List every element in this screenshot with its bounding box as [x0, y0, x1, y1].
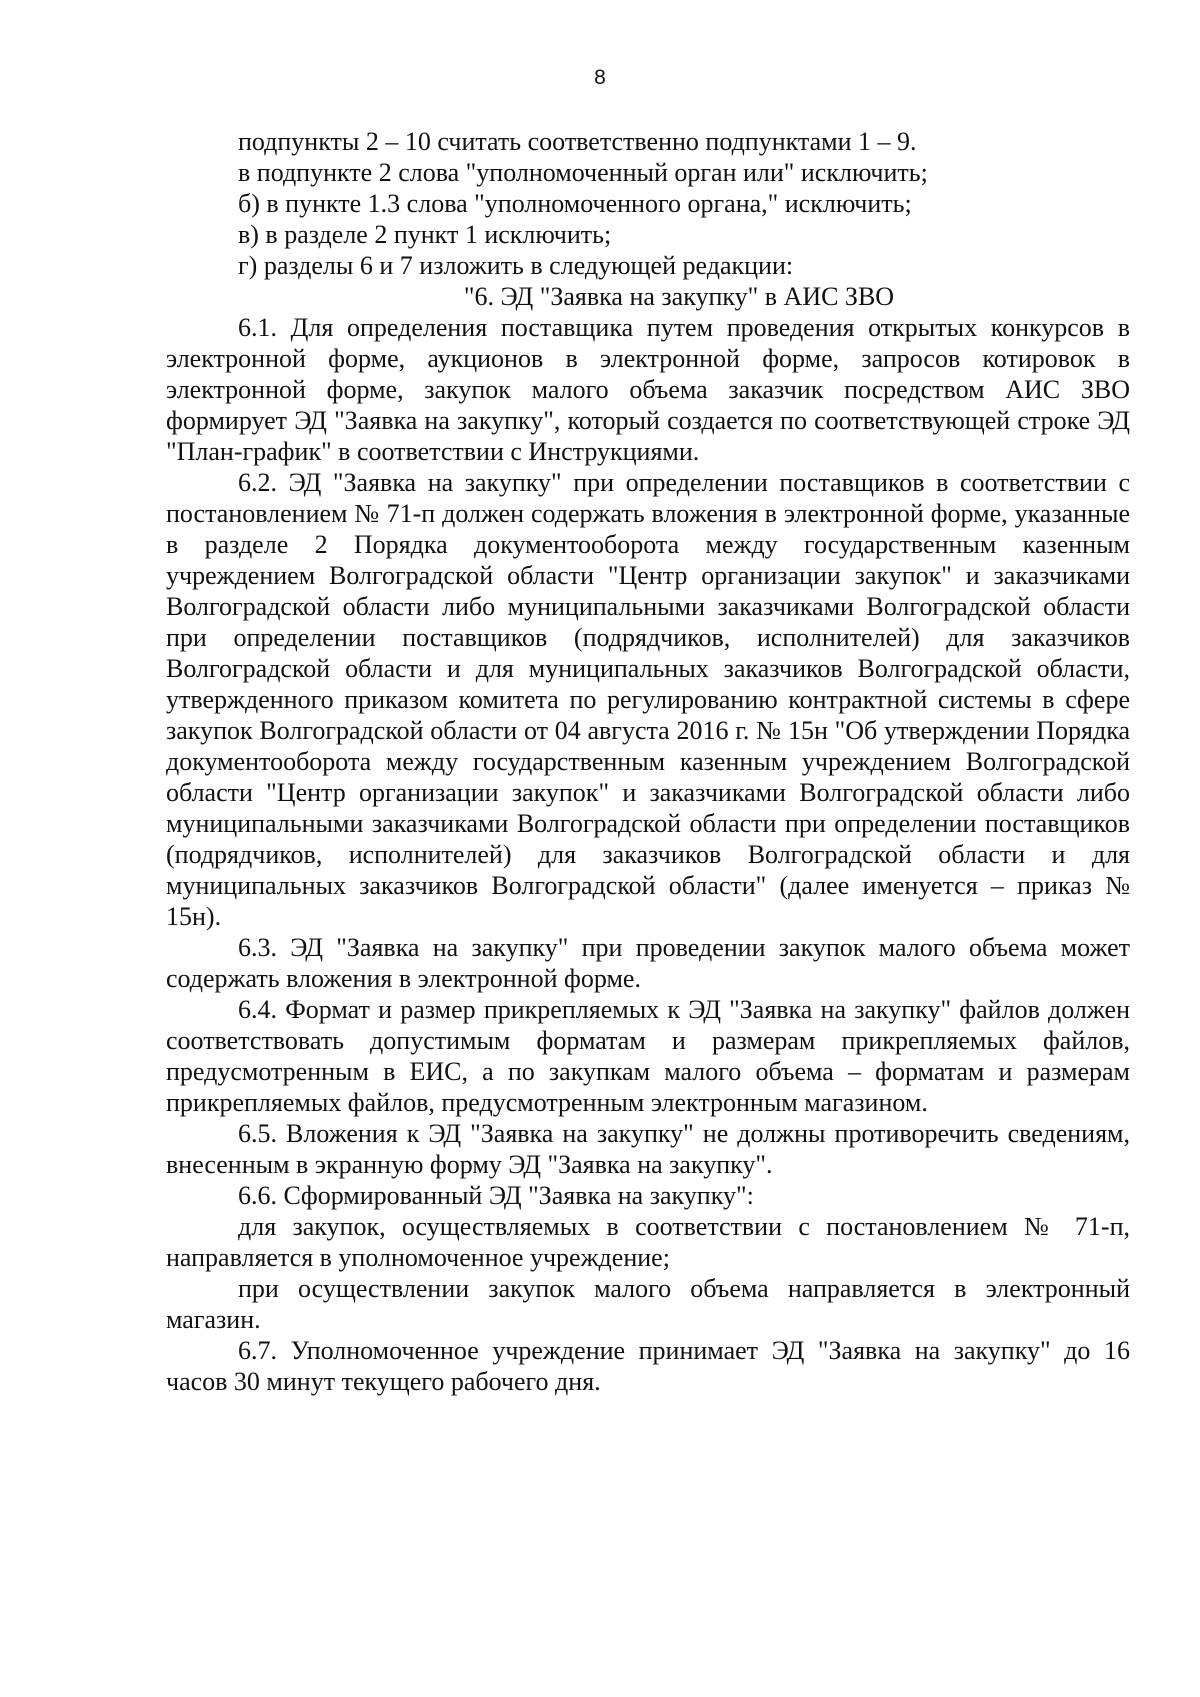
paragraph-subitem-2-note: в подпункте 2 слова "уполномоченный орган или" исключить; — [238, 158, 928, 187]
paragraph-6-6-item-1: для закупок, осуществляемых в соответствии с постановлением № 71-п, направляется в уполномоченное учреждение; — [166, 1212, 1130, 1272]
paragraph-item-g: г) разделы 6 и 7 изложить в следующей редакции: — [238, 251, 794, 280]
paragraph-6-6-item-2: при осуществлении закупок малого объема направляется в электронный магазин. — [166, 1274, 1130, 1334]
paragraph-6-5: 6.5. Вложения к ЭД "Заявка на закупку" не должны противоречить сведениям, внесенным в экранную форму ЭД "Заявка на закупку". — [166, 1119, 1130, 1179]
paragraph-6-3: 6.3. ЭД "Заявка на закупку" при проведении закупок малого объема может содержать вложения в электронной форме. — [166, 933, 1130, 993]
paragraph-renumber-note: подпункты 2 – 10 считать соответственно подпунктами 1 – 9. — [238, 127, 917, 156]
paragraph-item-b: б) в пункте 1.3 слова "уполномоченного органа," исключить; — [238, 189, 912, 218]
paragraph-6-7: 6.7. Уполномоченное учреждение принимает ЭД "Заявка на закупку" до 16 часов 30 минут текущего рабочего дня. — [166, 1336, 1130, 1396]
paragraph-6-1: 6.1. Для определения поставщика путем проведения открытых конкурсов в электронной форме, аукционов в электронной форме, запросов котировок в электронной форме, закупок малого объема заказчик посредством АИС ЗВО формирует ЭД "Заявка на закупку", который создается по соответствующей строке ЭД "План-график" в соответствии с Инструкциями. — [166, 313, 1130, 466]
section-6-heading: "6. ЭД "Заявка на закупку" в АИС ЗВО — [463, 282, 895, 311]
paragraph-6-4: 6.4. Формат и размер прикрепляемых к ЭД "Заявка на закупку" файлов должен соответствовать допустимым форматам и размерам прикрепляемых файлов, предусмотренным в ЕИС, а по закупкам малого объема – форматам и размерам прикрепляемых файлов, предусмотренным электронным магазином. — [166, 995, 1130, 1117]
page-number: 8 — [594, 66, 606, 89]
paragraph-6-6: 6.6. Сформированный ЭД "Заявка на закупку": — [238, 1181, 754, 1210]
paragraph-item-v: в) в разделе 2 пункт 1 исключить; — [238, 220, 612, 249]
paragraph-6-2: 6.2. ЭД "Заявка на закупку" при определении поставщиков в соответствии с постановлением № 71-п должен содержать вложения в электронной форме, указанные в разделе 2 Порядка документооборота между государственным казенным учреждением Волгоградской области "Центр организации закупок" и заказчиками Волгоградской области либо муниципальными заказчиками Волгоградской области при определении поставщиков (подрядчиков, исполнителей) для заказчиков Волгоградской области и для муниципальных заказчиков Волгоградской области, утвержденного приказом комитета по регулированию контрактной системы в сфере закупок Волгоградской области от 04 августа 2016 г. № 15н "Об утверждении Порядка документооборота между государственным казенным учреждением Волгоградской области "Центр организации закупок" и заказчиками Волгоградской области либо муниципальными заказчиками Волгоградской области при определении поставщиков (подрядчиков, исполнителей) для заказчиков Волгоградской области и для муниципальных заказчиков Волгоградской области" (далее именуется – приказ № 15н). — [166, 468, 1130, 931]
document-body — [166, 126, 1130, 1397]
